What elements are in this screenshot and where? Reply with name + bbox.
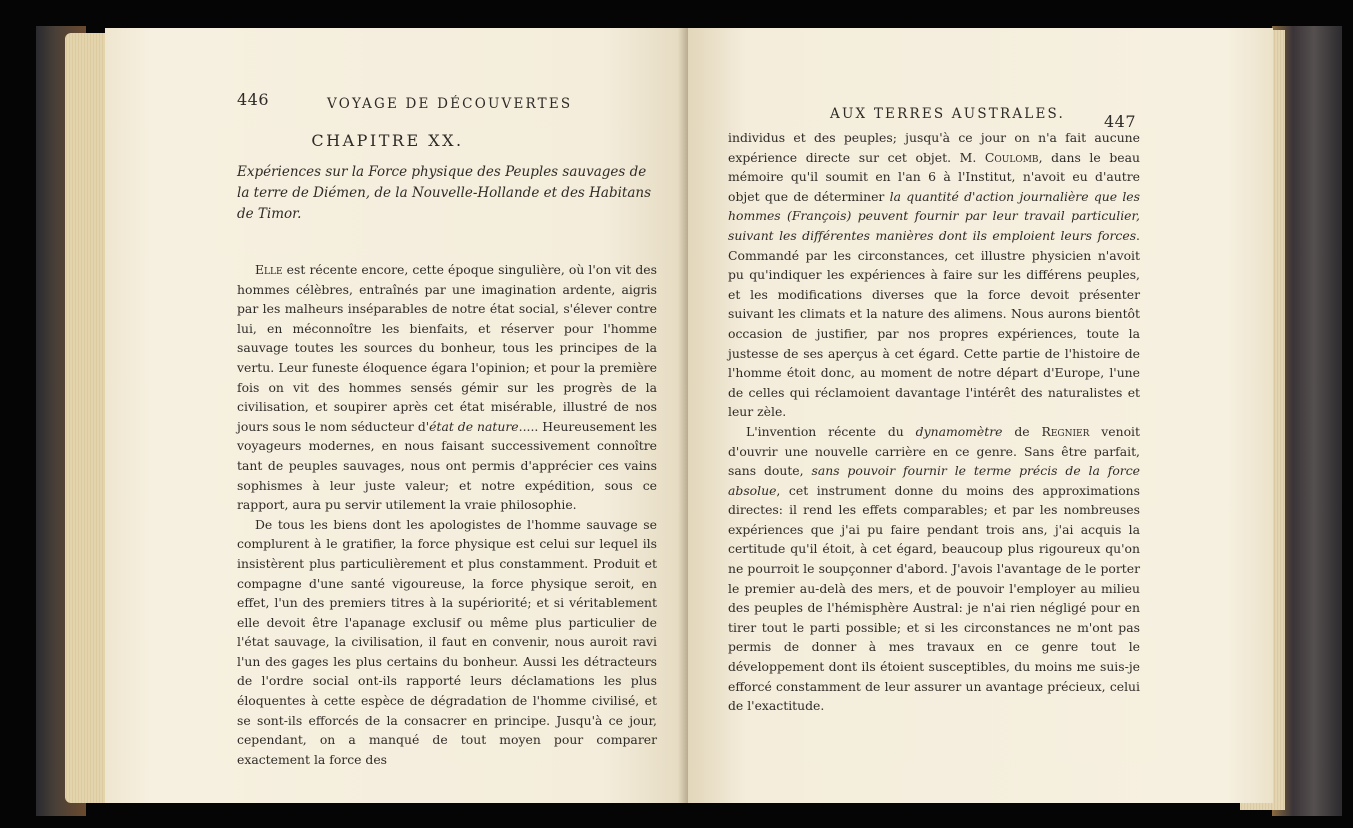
left-page-number: 446 bbox=[237, 90, 270, 109]
italic-phrase: état de nature bbox=[429, 418, 519, 434]
book-spread bbox=[10, 8, 1343, 820]
left-paragraph-2: De tous les biens dont les apologistes de l'homme sauvage se complurent à le gratifier, la force physique est celui sur lequel ils insistèrent plus particulièrement et plus constamment. Produit et compagne d'une santé vigoureuse, la force physique seroit, en effet, l'un des premiers titres à la supériorité; et si véritablement elle devoit être l'apanage exclusif ou même plus particulier de l'état sauvage, la civilisation, il faut en convenir, nous auroit ravi l'un des gages les plus certains du bonheur. Aussi les détracteurs de l'ordre social ont-ils rapporté leurs déclamations les plus éloquentes à cette espèce de dégradation de l'homme civilisé, et se sont-ils efforcés de la consacrer en principe. Jusqu'à ce jour, cependant, on a manqué de tout moyen pour comparer exactement la force des bbox=[237, 516, 657, 767]
left-body-text bbox=[237, 260, 657, 769]
right-page-number: 447 bbox=[1104, 112, 1137, 131]
left-paragraph-1: Elle est récente encore, cette époque singulière, où l'on vit des hommes célèbres, entraînés par une imagination ardente, aigris par les malheurs inséparables de notre état social, s'élever contre lui, en méconnoître les bienfaits, et réserver pour l'homme sauvage toutes les sources du bonheur, tous les principes de la vertu. Leur funeste éloquence égara l'opinion; et pour la première fois on vit des hommes sensés gémir sur les progrès de la civilisation, et soupirer après cet état misérable, illustré de nos jours sous le nom séducteur d'état de nature..... Heureusement les voyageurs modernes, en nous faisant successivement connoître tant de peuples sauvages, nous ont permis d'apprécier ces vains sophismes à leur juste valeur; et notre expédition, sous ce rapport, aura pu servir utilement la vraie philosophie. bbox=[237, 262, 657, 513]
chapter-subtitle: Expériences sur la Force physique des Peuples sauvages de la terre de Diémen, de la Nouvelle-Hollande et des Habitans de Timor. bbox=[237, 164, 652, 222]
left-page bbox=[105, 28, 690, 803]
chapter-title: CHAPITRE XX. bbox=[311, 131, 464, 150]
right-page bbox=[688, 28, 1273, 803]
italic-phrase-2: sans pouvoir fournir le terme précis de la force absolue bbox=[728, 463, 1140, 498]
author-name-coulomb: Coulomb bbox=[984, 149, 1039, 165]
dropcap-word: Elle bbox=[255, 262, 283, 277]
author-name-regnier: Regnier bbox=[1041, 423, 1090, 439]
right-paragraph-1: individus et des peuples; jusqu'à ce jour on n'a fait aucune expérience directe sur cet objet. M. Coulomb, dans le beau mémoire qu'il soumit en l'an 6 à l'Institut, n'avoit eu d'autre objet que de déterminer la quantité d'action journalière que les hommes (François) peuvent fournir par leur travail particulier, suivant les différentes manières dont ils emploient leurs forces. Commandé par les circonstances, cet illustre physicien n'avoit pu qu'indiquer les expériences à faire sur les différens peuples, et les modifications diverses que la force devoit présenter suivant les climats et la nature des alimens. Nous aurons bientôt occasion de justifier, par nos propres expériences, toute la justesse de ses aperçus à cet égard. Cette partie de l'histoire de l'homme étoit donc, au moment de notre départ d'Europe, l'une de celles qui réclamoient davantage l'intérêt des naturalistes et leur zèle. bbox=[728, 130, 1141, 420]
italic-quote: la quantité d'action journalière que les hommes (François) peuvent fournir par leur travail particulier, suivant les différentes manières dont ils emploient leurs forces bbox=[728, 188, 1141, 243]
right-body-text bbox=[728, 128, 1140, 716]
italic-term: dynamomètre bbox=[915, 423, 1003, 439]
right-running-head: AUX TERRES AUSTRALES. bbox=[830, 106, 1065, 122]
right-paragraph-2: L'invention récente du dynamomètre de Regnier venoit d'ouvrir une nouvelle carrière en ce genre. Sans être parfait, sans doute, sans pouvoir fournir le terme précis de la force absolue, cet instrument donne du moins des approximations directes: il rend les effets comparables; et par les nombreuses expériences que j'ai pu faire pendant trois ans, j'ai acquis la certitude qu'il étoit, à cet égard, beaucoup plus rigoureux qu'on ne pourroit le soupçonner d'abord. J'avois l'avantage de le porter le premier au-delà des mers, et de pouvoir l'employer au milieu des peuples de l'hémisphère Austral: je n'ai rien négligé pour en tirer tout le parti possible; et si les circonstances ne m'ont pas permis de donner à mes travaux en ce genre tout le développement dont ils étoient susceptibles, du moins me suis-je efforcé constamment de leur assurer un avantage précieux, celui de l'exactitude. bbox=[728, 423, 1140, 714]
left-running-head: VOYAGE DE DÉCOUVERTES bbox=[327, 96, 573, 112]
